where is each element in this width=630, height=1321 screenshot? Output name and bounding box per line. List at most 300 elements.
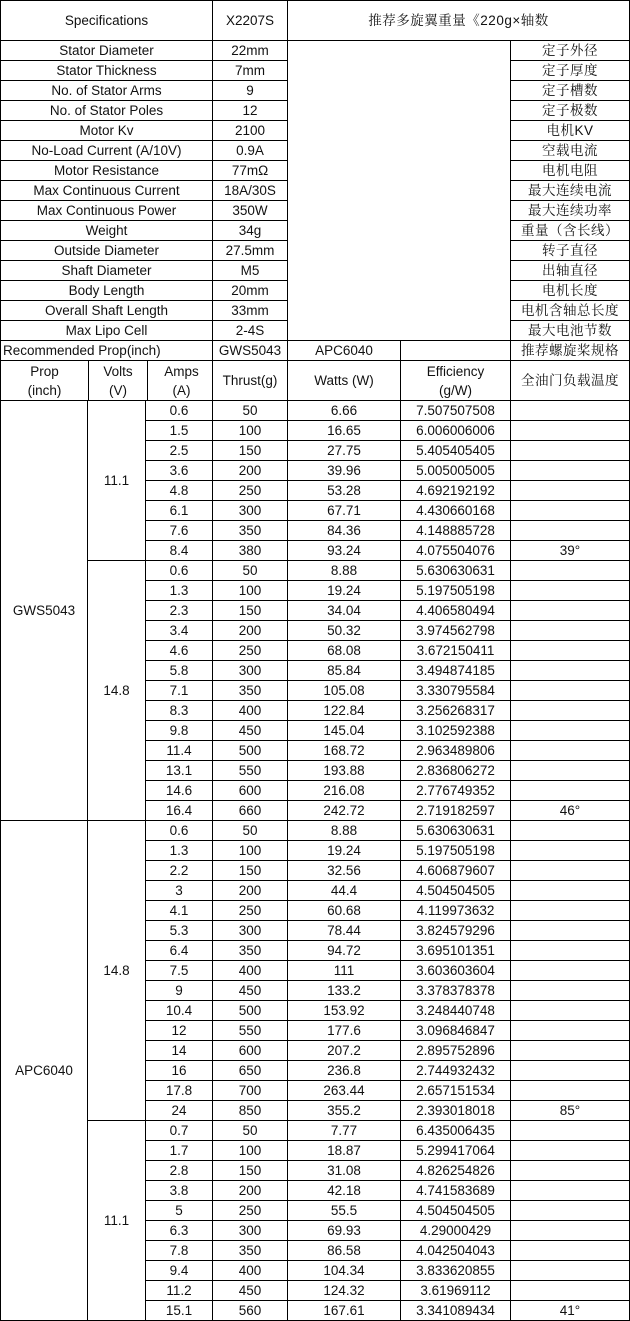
efficiency-value: 4.606879607 — [401, 861, 511, 881]
watts-value: 44.4 — [288, 881, 401, 901]
spec-value: 34g — [213, 221, 288, 241]
watts-value: 39.96 — [288, 461, 401, 481]
watts-value: 27.75 — [288, 441, 401, 461]
motor-spec-table — [0, 0, 630, 401]
thrust-value: 50 — [213, 821, 288, 841]
spec-name: No. of Stator Arms — [1, 81, 213, 101]
efficiency-value: 4.075504076 — [401, 541, 511, 561]
amps-value: 3.4 — [146, 621, 213, 641]
amps-value: 0.6 — [146, 401, 213, 421]
watts-value: 78.44 — [288, 921, 401, 941]
thrust-value: 50 — [213, 401, 288, 421]
spec-name-cn: 空载电流 — [511, 141, 630, 161]
efficiency-value: 5.005005005 — [401, 461, 511, 481]
watts-value: 60.68 — [288, 901, 401, 921]
amps-value: 6.4 — [146, 941, 213, 961]
watts-value: 94.72 — [288, 941, 401, 961]
watts-value: 6.66 — [288, 401, 401, 421]
watts-value: 168.72 — [288, 741, 401, 761]
efficiency-value: 3.378378378 — [401, 981, 511, 1001]
thrust-value: 300 — [213, 501, 288, 521]
efficiency-value: 3.824579296 — [401, 921, 511, 941]
spec-name: Max Continuous Current — [1, 181, 213, 201]
temp-blank — [511, 1221, 630, 1241]
thrust-value: 250 — [213, 481, 288, 501]
spec-name-cn: 最大连续功率 — [511, 201, 630, 221]
amps-value: 16 — [146, 1061, 213, 1081]
temp-blank — [511, 561, 630, 581]
amps-value: 13.1 — [146, 761, 213, 781]
thrust-value: 250 — [213, 641, 288, 661]
temp-blank — [511, 1141, 630, 1161]
spec-row — [1, 41, 630, 61]
amps-value: 9 — [146, 981, 213, 1001]
temp-blank — [511, 441, 630, 461]
spec-name: Motor Kv — [1, 121, 213, 141]
spec-name: Body Length — [1, 281, 213, 301]
amps-value: 4.1 — [146, 901, 213, 921]
header-volts: Volts (V) — [89, 361, 148, 400]
thrust-value: 450 — [213, 1281, 288, 1301]
efficiency-value: 4.148885728 — [401, 521, 511, 541]
volts-value: 11.1 — [88, 401, 146, 561]
thrust-value: 660 — [213, 801, 288, 821]
recommended-weight-title: 推荐多旋翼重量《220g×轴数 — [288, 1, 630, 41]
efficiency-value: 2.393018018 — [401, 1101, 511, 1121]
amps-value: 15.1 — [146, 1301, 213, 1321]
thrust-value: 100 — [213, 1141, 288, 1161]
efficiency-value: 4.406580494 — [401, 601, 511, 621]
amps-value: 2.3 — [146, 601, 213, 621]
thrust-value: 550 — [213, 761, 288, 781]
temp-blank — [511, 1041, 630, 1061]
amps-value: 8.3 — [146, 701, 213, 721]
amps-value: 2.2 — [146, 861, 213, 881]
amps-value: 1.5 — [146, 421, 213, 441]
watts-value: 19.24 — [288, 581, 401, 601]
spec-name-cn: 定子极数 — [511, 101, 630, 121]
efficiency-value: 4.119973632 — [401, 901, 511, 921]
performance-table — [0, 400, 630, 1321]
spec-value: 9 — [213, 81, 288, 101]
spec-name: Stator Thickness — [1, 61, 213, 81]
watts-value: 16.65 — [288, 421, 401, 441]
temp-blank — [511, 421, 630, 441]
spec-name-cn: 电机含轴总长度 — [511, 301, 630, 321]
spec-name: Motor Resistance — [1, 161, 213, 181]
amps-value: 5.3 — [146, 921, 213, 941]
temp-blank — [511, 961, 630, 981]
temp-blank — [511, 1081, 630, 1101]
efficiency-value: 6.435006435 — [401, 1121, 511, 1141]
efficiency-value: 4.430660168 — [401, 501, 511, 521]
efficiency-value: 5.630630631 — [401, 561, 511, 581]
temp-blank — [511, 661, 630, 681]
watts-value: 8.88 — [288, 561, 401, 581]
efficiency-value: 4.042504043 — [401, 1241, 511, 1261]
watts-value: 50.32 — [288, 621, 401, 641]
recommended-prop-blank — [401, 341, 511, 361]
thrust-value: 450 — [213, 981, 288, 1001]
thrust-value: 560 — [213, 1301, 288, 1321]
efficiency-value: 2.963489806 — [401, 741, 511, 761]
recommended-prop-1: GWS5043 — [213, 341, 288, 361]
spec-name-cn: 重量（含长线） — [511, 221, 630, 241]
efficiency-value: 6.006006006 — [401, 421, 511, 441]
recommended-prop-cn: 推荐螺旋桨规格 — [511, 341, 630, 361]
temp-blank — [511, 501, 630, 521]
thrust-value: 550 — [213, 1021, 288, 1041]
thrust-value: 500 — [213, 741, 288, 761]
thrust-value: 200 — [213, 881, 288, 901]
amps-value: 0.6 — [146, 561, 213, 581]
header-temp: 全油门负载温度 — [511, 361, 630, 401]
watts-value: 133.2 — [288, 981, 401, 1001]
thrust-value: 50 — [213, 1121, 288, 1141]
spec-value: 2-4S — [213, 321, 288, 341]
column-header-row — [1, 361, 630, 401]
amps-value: 11.2 — [146, 1281, 213, 1301]
watts-value: 145.04 — [288, 721, 401, 741]
spec-value: M5 — [213, 261, 288, 281]
watts-value: 124.32 — [288, 1281, 401, 1301]
spec-name-cn: 最大连续电流 — [511, 181, 630, 201]
temp-blank — [511, 1161, 630, 1181]
spec-value: 7mm — [213, 61, 288, 81]
watts-value: 7.77 — [288, 1121, 401, 1141]
spec-name-cn: 定子槽数 — [511, 81, 630, 101]
spec-value: 77mΩ — [213, 161, 288, 181]
amps-value: 2.5 — [146, 441, 213, 461]
spec-name-cn: 定子厚度 — [511, 61, 630, 81]
model-name: X2207S — [213, 1, 288, 41]
header-efficiency: Efficiency (g/W) — [401, 361, 511, 401]
watts-value: 34.04 — [288, 601, 401, 621]
amps-value: 11.4 — [146, 741, 213, 761]
amps-value: 0.6 — [146, 821, 213, 841]
temp-blank — [511, 741, 630, 761]
prop-name: GWS5043 — [1, 401, 88, 821]
watts-value: 84.36 — [288, 521, 401, 541]
efficiency-value: 5.197505198 — [401, 581, 511, 601]
efficiency-value: 3.248440748 — [401, 1001, 511, 1021]
spec-name: Overall Shaft Length — [1, 301, 213, 321]
data-row — [1, 401, 630, 421]
thrust-value: 350 — [213, 521, 288, 541]
spec-name: Stator Diameter — [1, 41, 213, 61]
thrust-value: 50 — [213, 561, 288, 581]
temp-blank — [511, 861, 630, 881]
spec-name-cn: 转子直径 — [511, 241, 630, 261]
amps-value: 17.8 — [146, 1081, 213, 1101]
thrust-value: 150 — [213, 1161, 288, 1181]
watts-value: 111 — [288, 961, 401, 981]
watts-value: 68.08 — [288, 641, 401, 661]
header-watts: Watts (W) — [288, 361, 401, 401]
recommended-prop-2: APC6040 — [288, 341, 401, 361]
spec-value: 12 — [213, 101, 288, 121]
spec-name: Outside Diameter — [1, 241, 213, 261]
efficiency-value: 4.504504505 — [401, 881, 511, 901]
temp-blank — [511, 821, 630, 841]
efficiency-value: 3.341089434 — [401, 1301, 511, 1321]
watts-value: 86.58 — [288, 1241, 401, 1261]
temp-blank — [511, 1201, 630, 1221]
header-subcells — [1, 361, 213, 400]
watts-value: 216.08 — [288, 781, 401, 801]
efficiency-value: 4.504504505 — [401, 1201, 511, 1221]
temp-blank — [511, 1061, 630, 1081]
thrust-value: 350 — [213, 1241, 288, 1261]
temp-blank — [511, 521, 630, 541]
spec-name: Weight — [1, 221, 213, 241]
volts-value: 14.8 — [88, 821, 146, 1121]
thrust-value: 380 — [213, 541, 288, 561]
spec-value: 18A/30S — [213, 181, 288, 201]
temp-blank — [511, 901, 630, 921]
temp-blank — [511, 621, 630, 641]
spec-name-cn: 电机电阻 — [511, 161, 630, 181]
temp-blank — [511, 841, 630, 861]
watts-value: 242.72 — [288, 801, 401, 821]
efficiency-value: 4.826254826 — [401, 1161, 511, 1181]
table-title-row — [1, 1, 630, 41]
volts-value: 11.1 — [88, 1121, 146, 1321]
amps-value: 4.6 — [146, 641, 213, 661]
spec-name: Max Lipo Cell — [1, 321, 213, 341]
efficiency-value: 5.405405405 — [401, 441, 511, 461]
watts-value: 8.88 — [288, 821, 401, 841]
temp-blank — [511, 581, 630, 601]
amps-value: 7.8 — [146, 1241, 213, 1261]
spec-value: 2100 — [213, 121, 288, 141]
efficiency-value: 3.330795584 — [401, 681, 511, 701]
watts-value: 167.61 — [288, 1301, 401, 1321]
efficiency-value: 3.695101351 — [401, 941, 511, 961]
efficiency-value: 3.672150411 — [401, 641, 511, 661]
efficiency-value: 3.833620855 — [401, 1261, 511, 1281]
amps-value: 7.1 — [146, 681, 213, 701]
thrust-value: 300 — [213, 1221, 288, 1241]
data-row — [1, 821, 630, 841]
watts-value: 236.8 — [288, 1061, 401, 1081]
thrust-value: 700 — [213, 1081, 288, 1101]
temp-blank — [511, 881, 630, 901]
temp-blank — [511, 941, 630, 961]
watts-value: 32.56 — [288, 861, 401, 881]
prop-name: APC6040 — [1, 821, 88, 1321]
efficiency-value: 3.096846847 — [401, 1021, 511, 1041]
watts-value: 67.71 — [288, 501, 401, 521]
amps-value: 1.3 — [146, 581, 213, 601]
watts-value: 355.2 — [288, 1101, 401, 1121]
thrust-value: 500 — [213, 1001, 288, 1021]
temp-blank — [511, 601, 630, 621]
temp-blank — [511, 761, 630, 781]
watts-value: 93.24 — [288, 541, 401, 561]
watts-value: 122.84 — [288, 701, 401, 721]
spec-value: 0.9A — [213, 141, 288, 161]
spec-name-cn: 电机长度 — [511, 281, 630, 301]
spec-value: 27.5mm — [213, 241, 288, 261]
thrust-value: 150 — [213, 441, 288, 461]
thrust-value: 400 — [213, 1261, 288, 1281]
temp-blank — [511, 1281, 630, 1301]
thrust-value: 650 — [213, 1061, 288, 1081]
full-throttle-temp: 85° — [511, 1101, 630, 1121]
amps-value: 24 — [146, 1101, 213, 1121]
temp-blank — [511, 461, 630, 481]
thrust-value: 300 — [213, 661, 288, 681]
thrust-value: 100 — [213, 841, 288, 861]
amps-value: 14 — [146, 1041, 213, 1061]
spec-name-cn: 定子外径 — [511, 41, 630, 61]
thrust-value: 150 — [213, 601, 288, 621]
header-prop-volts-amps — [1, 361, 213, 401]
amps-value: 14.6 — [146, 781, 213, 801]
watts-value: 104.34 — [288, 1261, 401, 1281]
temp-blank — [511, 1001, 630, 1021]
efficiency-value: 2.836806272 — [401, 761, 511, 781]
spec-blank-area — [288, 41, 511, 341]
spec-name: No-Load Current (A/10V) — [1, 141, 213, 161]
amps-value: 10.4 — [146, 1001, 213, 1021]
efficiency-value: 2.719182597 — [401, 801, 511, 821]
efficiency-value: 3.102592388 — [401, 721, 511, 741]
amps-value: 4.8 — [146, 481, 213, 501]
thrust-value: 350 — [213, 681, 288, 701]
temp-blank — [511, 1181, 630, 1201]
efficiency-value: 3.61969112 — [401, 1281, 511, 1301]
watts-value: 18.87 — [288, 1141, 401, 1161]
efficiency-value: 5.299417064 — [401, 1141, 511, 1161]
efficiency-value: 7.507507508 — [401, 401, 511, 421]
thrust-value: 600 — [213, 781, 288, 801]
spec-name-cn: 最大电池节数 — [511, 321, 630, 341]
full-throttle-temp: 41° — [511, 1301, 630, 1321]
recommended-prop-row — [1, 341, 630, 361]
efficiency-value: 4.692192192 — [401, 481, 511, 501]
thrust-value: 200 — [213, 461, 288, 481]
amps-value: 1.7 — [146, 1141, 213, 1161]
spec-name-cn: 电机KV — [511, 121, 630, 141]
efficiency-value: 3.974562798 — [401, 621, 511, 641]
thrust-value: 150 — [213, 861, 288, 881]
spec-name: Max Continuous Power — [1, 201, 213, 221]
temp-blank — [511, 1021, 630, 1041]
amps-value: 3.6 — [146, 461, 213, 481]
watts-value: 42.18 — [288, 1181, 401, 1201]
temp-blank — [511, 781, 630, 801]
header-thrust: Thrust(g) — [213, 361, 288, 401]
thrust-value: 200 — [213, 621, 288, 641]
data-row — [1, 1121, 630, 1141]
efficiency-value: 3.256268317 — [401, 701, 511, 721]
amps-value: 0.7 — [146, 1121, 213, 1141]
amps-value: 3.8 — [146, 1181, 213, 1201]
temp-blank — [511, 1261, 630, 1281]
amps-value: 3 — [146, 881, 213, 901]
watts-value: 153.92 — [288, 1001, 401, 1021]
full-throttle-temp: 46° — [511, 801, 630, 821]
efficiency-value: 5.630630631 — [401, 821, 511, 841]
thrust-value: 850 — [213, 1101, 288, 1121]
efficiency-value: 2.776749352 — [401, 781, 511, 801]
efficiency-value: 2.895752896 — [401, 1041, 511, 1061]
spec-value: 350W — [213, 201, 288, 221]
spec-name: No. of Stator Poles — [1, 101, 213, 121]
amps-value: 7.5 — [146, 961, 213, 981]
amps-value: 9.8 — [146, 721, 213, 741]
amps-value: 7.6 — [146, 521, 213, 541]
amps-value: 5.8 — [146, 661, 213, 681]
watts-value: 53.28 — [288, 481, 401, 501]
watts-value: 193.88 — [288, 761, 401, 781]
amps-value: 8.4 — [146, 541, 213, 561]
amps-value: 9.4 — [146, 1261, 213, 1281]
amps-value: 5 — [146, 1201, 213, 1221]
temp-blank — [511, 921, 630, 941]
amps-value: 6.3 — [146, 1221, 213, 1241]
spec-name: Shaft Diameter — [1, 261, 213, 281]
temp-blank — [511, 701, 630, 721]
watts-value: 177.6 — [288, 1021, 401, 1041]
watts-value: 85.84 — [288, 661, 401, 681]
thrust-value: 350 — [213, 941, 288, 961]
thrust-value: 100 — [213, 581, 288, 601]
header-prop: Prop (inch) — [1, 361, 89, 400]
spec-name-cn: 出轴直径 — [511, 261, 630, 281]
temp-blank — [511, 481, 630, 501]
temp-blank — [511, 1241, 630, 1261]
efficiency-value: 4.29000429 — [401, 1221, 511, 1241]
thrust-value: 200 — [213, 1181, 288, 1201]
efficiency-value: 2.657151534 — [401, 1081, 511, 1101]
watts-value: 55.5 — [288, 1201, 401, 1221]
watts-value: 207.2 — [288, 1041, 401, 1061]
temp-blank — [511, 641, 630, 661]
temp-blank — [511, 1121, 630, 1141]
recommended-prop-label: Recommended Prop(inch) — [1, 341, 213, 361]
watts-value: 263.44 — [288, 1081, 401, 1101]
thrust-value: 600 — [213, 1041, 288, 1061]
efficiency-value: 5.197505198 — [401, 841, 511, 861]
temp-blank — [511, 721, 630, 741]
temp-blank — [511, 681, 630, 701]
amps-value: 16.4 — [146, 801, 213, 821]
header-amps: Amps (A) — [164, 363, 199, 398]
amps-value: 2.8 — [146, 1161, 213, 1181]
thrust-value: 450 — [213, 721, 288, 741]
temp-blank — [511, 981, 630, 1001]
thrust-value: 300 — [213, 921, 288, 941]
spec-value: 20mm — [213, 281, 288, 301]
amps-value: 6.1 — [146, 501, 213, 521]
watts-value: 69.93 — [288, 1221, 401, 1241]
thrust-value: 250 — [213, 901, 288, 921]
amps-value: 12 — [146, 1021, 213, 1041]
thrust-value: 250 — [213, 1201, 288, 1221]
data-row — [1, 561, 630, 581]
spec-value: 33mm — [213, 301, 288, 321]
watts-value: 31.08 — [288, 1161, 401, 1181]
efficiency-value: 2.744932432 — [401, 1061, 511, 1081]
efficiency-value: 3.494874185 — [401, 661, 511, 681]
volts-value: 14.8 — [88, 561, 146, 821]
efficiency-value: 4.741583689 — [401, 1181, 511, 1201]
spec-value: 22mm — [213, 41, 288, 61]
efficiency-value: 3.603603604 — [401, 961, 511, 981]
